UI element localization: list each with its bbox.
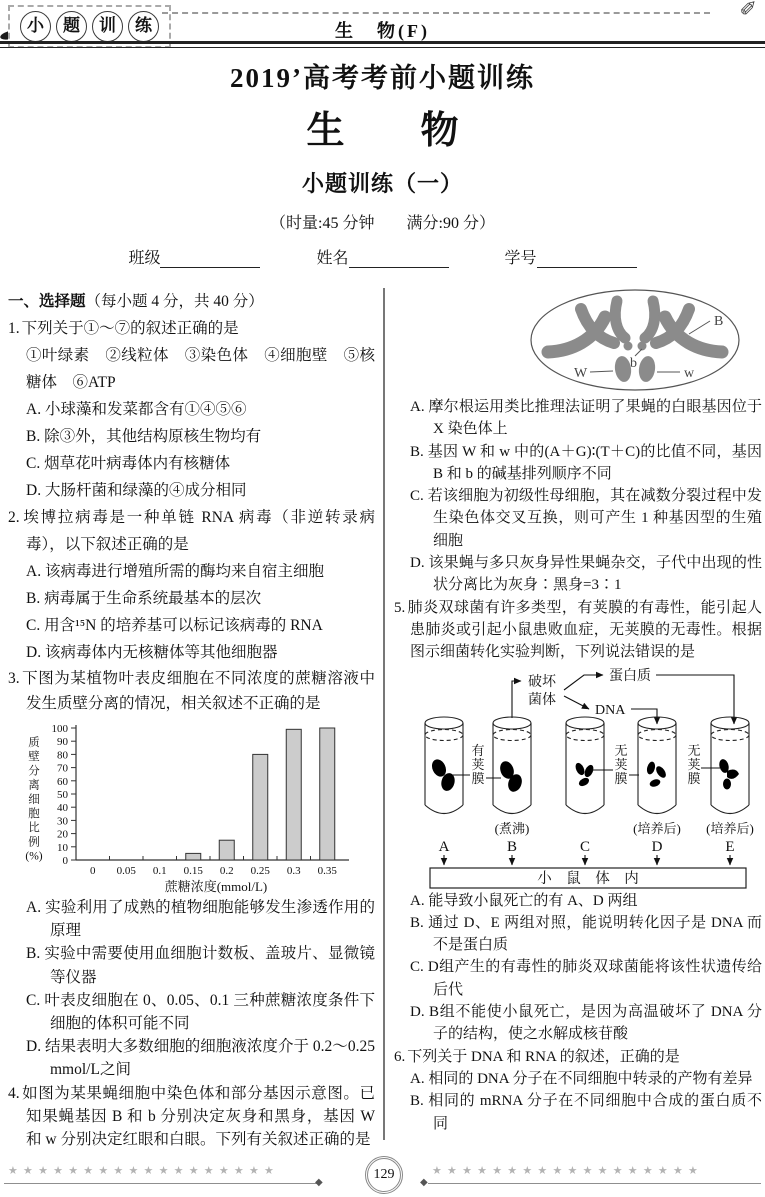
class-field-label: 班级 — [128, 250, 161, 267]
footer-stars-left: ★★★★★★★★★★★★★★★★★★ — [8, 1165, 280, 1177]
chart-text: 比 — [28, 822, 40, 835]
q1-option-c: C. 烟草花叶病毒体内有核糖体 — [26, 455, 231, 472]
injection-arrows — [444, 855, 730, 865]
question-stem-text: 埃博拉病毒是一种单链 RNA 病毒（非逆转录病毒），以下叙述正确的是 — [21, 509, 375, 553]
chart-text: 0.2 — [219, 865, 234, 877]
chart-text: 蔗糖浓度(mmol/L) — [164, 879, 268, 894]
q3-option-d: D. 结果表明大多数细胞的细胞液浓度介于 0.2～0.25 mmol/L之间 — [26, 1038, 375, 1079]
q4-chromosome-cell-figure — [524, 288, 762, 392]
bar-chart-svg — [14, 720, 354, 894]
q4-option-a: A. 摩尔根运用类比推理法证明了果蝇的白眼基因位于 X 染色体上 — [410, 399, 762, 438]
question-number: 4. — [8, 1084, 20, 1102]
chart-rect — [253, 754, 268, 860]
tube-c — [566, 717, 604, 814]
chart-text: 40 — [57, 802, 68, 815]
footer-line-left — [4, 1183, 318, 1184]
tube-e — [711, 717, 749, 814]
gene-label-W: W — [574, 366, 588, 381]
time-score-meta: （时量:45 分钟 满分:90 分） — [270, 215, 495, 232]
tube-letter-c: C — [579, 838, 591, 855]
q5-option-b: B. 通过 D、E 两组对照，能说明转化因子是 DNA 而不是蛋白质 — [410, 914, 762, 954]
q4-option-b: B. 基因 W 和 w 中的(A＋G)∶(T＋C)的比值不同，基因 B 和 b 的碱基排列顺序不同 — [410, 443, 762, 482]
chart-text: 0 — [90, 865, 96, 877]
gene-label-b: b — [630, 356, 637, 371]
q2-option-c: C. 用含¹⁵N 的培养基可以标记该病毒的 RNA — [26, 617, 323, 634]
question-number: 6. — [394, 1048, 406, 1065]
chart-rect — [320, 728, 335, 860]
chart-text: 100 — [51, 723, 68, 735]
chart-text: 质 — [28, 737, 40, 749]
question-6-stem — [394, 1046, 762, 1068]
section-heading-note: （每小题 4 分，共 40 分） — [85, 293, 264, 310]
student-id-field — [505, 245, 637, 268]
chart-text: 10 — [57, 841, 68, 854]
q3-plasmolysis-bar-chart — [14, 720, 375, 894]
set-title: 小题训练（一） — [301, 171, 463, 196]
student-id-blank-line[interactable] — [537, 250, 637, 268]
tube-letter-a: A — [438, 838, 450, 855]
q6-option-a: A. 相同的 DNA 分子在不同细胞中转录的产物有差异 — [410, 1070, 753, 1087]
chart-text: 90 — [57, 736, 68, 749]
caption-boiled: (煮沸) — [494, 820, 530, 836]
q1-option-b: B. 除③外，其他结构原核生物均有 — [26, 428, 262, 445]
student-id-field-label: 学号 — [504, 250, 537, 267]
question-4-stem — [8, 1082, 375, 1152]
class-blank-line[interactable] — [160, 250, 260, 268]
chart-text: 20 — [57, 828, 68, 841]
break-label-line2: 菌体 — [528, 692, 556, 708]
tube-letter-d: D — [651, 838, 663, 855]
tube-letters — [439, 839, 735, 855]
chart-text: 0.35 — [317, 865, 337, 877]
chart-text: 70 — [57, 762, 68, 775]
subject-title: 生 物 — [306, 110, 459, 152]
q4-option-c: C. 若该细胞为初级性母细胞，其在减数分裂过程中发生染色体交叉互换，则可产生 1 种基因型的生殖细胞 — [410, 488, 762, 549]
header-double-rule — [0, 41, 765, 48]
question-2-stem — [8, 504, 375, 558]
q5-option-c: C. D组产生的有毒性的肺炎双球菌能将该性状遗传给后代 — [410, 959, 762, 998]
pencil-icon: ✐ — [739, 0, 757, 21]
q5-transformation-experiment-figure — [394, 665, 762, 889]
tube-d — [638, 717, 676, 814]
q1-option-d: D. 大肠杆菌和绿藻的④成分相同 — [26, 482, 247, 499]
chart-text: 0.1 — [152, 865, 167, 877]
q3-option-b: B. 实验中需要使用血细胞计数板、盖玻片、显微镜等仪器 — [26, 945, 375, 986]
tube-letter-e: E — [725, 838, 735, 855]
question-number: 5. — [394, 599, 406, 616]
page-number-badge: 129 — [365, 1156, 403, 1194]
chart-text: 0.25 — [250, 865, 270, 877]
student-info-row — [0, 245, 765, 268]
gene-label-w: w — [684, 366, 695, 381]
question-number: 2. — [8, 509, 20, 526]
chart-text: 50 — [57, 789, 68, 801]
name-blank-line[interactable] — [349, 250, 449, 268]
question-5-stem — [394, 597, 762, 664]
section-heading — [8, 288, 375, 315]
question-3-stem — [8, 666, 375, 716]
tube-letter-b: B — [506, 838, 518, 855]
question-number: 3. — [8, 670, 20, 687]
chart-text: 0.15 — [183, 865, 203, 877]
caption-cultured-e: (培养后) — [706, 820, 754, 836]
chart-rect — [186, 853, 201, 860]
q5-option-a: A. 能导致小鼠死亡的有 A、D 两组 — [410, 892, 638, 909]
question-stem-text: 下列关于 DNA 和 RNA 的叙述，正确的是 — [407, 1048, 680, 1065]
chart-text: 80 — [57, 749, 68, 762]
chromosome-figure-svg — [524, 288, 746, 392]
centromere-dots — [624, 342, 647, 351]
chart-rect — [219, 840, 234, 860]
q3-option-a: A. 实验利用了成熟的植物细胞能够发生渗透作用的原理 — [26, 899, 375, 940]
chart-text: 0 — [62, 855, 68, 867]
footer-line-right — [428, 1183, 761, 1184]
chart-text: 壁 — [28, 751, 40, 764]
question-stem-text: 下列关于①～⑦的叙述正确的是 — [21, 320, 239, 337]
cell-outline — [531, 290, 739, 390]
q1-option-a: A. 小球藻和发菜都含有①④⑤⑥ — [26, 401, 247, 418]
chart-text: 胞 — [28, 808, 40, 820]
no-capsule-label-2: 无荚膜 — [687, 742, 701, 786]
chart-text: 0.05 — [116, 865, 136, 877]
dna-label: DNA — [595, 702, 626, 718]
question-1-items: ①叶绿素 ②线粒体 ③染色体 ④细胞壁 ⑤核糖体 ⑥ATP — [26, 347, 375, 391]
logo-char-circle: 训 — [92, 11, 123, 42]
footer-diamond-right: ◆ — [420, 1177, 428, 1188]
chromosomes — [548, 301, 722, 352]
q2-option-a: A. 该病毒进行增殖所需的酶均来自宿主细胞 — [26, 563, 324, 580]
chart-text: 分 — [28, 765, 40, 778]
question-stem-text: 肺炎双球菌有许多类型，有荚膜的有毒性，能引起人患肺炎或引起小鼠患败血症，无荚膜的无毒性。根据图示细菌转化实验判断，下列说法错误的是 — [407, 599, 762, 661]
q6-option-b: B. 相同的 mRNA 分子在不同细胞中合成的蛋白质不同 — [410, 1093, 762, 1132]
question-stem-text: 如图为某果蝇细胞中染色体和部分基因示意图。已知果蝇基因 B 和 b 分别决定灰身和黑身，基因 W 和 w 分别决定红眼和白眼。下列有关叙述正确的是 — [21, 1084, 375, 1149]
chart-text: 离 — [28, 779, 40, 792]
chart-text: 0.3 — [286, 865, 301, 877]
logo-char-circle: 题 — [56, 11, 87, 42]
gene-label-B: B — [714, 314, 724, 329]
chart-text: 30 — [57, 815, 68, 828]
tube-captions — [495, 821, 754, 836]
question-1-stem — [8, 315, 375, 342]
class-field — [128, 245, 260, 268]
chart-text: 60 — [57, 775, 68, 788]
section-heading-bold: 一、选择题 — [8, 293, 86, 310]
q3-option-c: C. 叶表皮细胞在 0、0.05、0.1 三种蔗糖浓度条件下细胞的体积可能不同 — [26, 991, 375, 1033]
q2-option-b: B. 病毒属于生命系统最基本的层次 — [26, 590, 262, 607]
chart-text: 例 — [28, 836, 40, 849]
q4-option-d: D. 该果蝇与多只灰身异性果蝇杂交，子代中出现的性状分离比为灰身∶黑身=3∶1 — [410, 555, 762, 594]
question-number: 1. — [8, 320, 20, 337]
protein-label: 蛋白质 — [609, 668, 651, 684]
caption-cultured-d: (培养后) — [633, 820, 681, 836]
chart-rect — [286, 729, 301, 860]
no-capsule-label-1: 无荚膜 — [614, 742, 628, 786]
logo-char-circle: 练 — [128, 11, 159, 42]
capsule-label: 有荚膜 — [471, 742, 485, 786]
break-label-line1: 破坏 — [528, 674, 556, 690]
logo-char-circle: 小 — [20, 11, 51, 42]
chart-text: 细 — [28, 793, 40, 806]
q2-option-d: D. 该病毒体内无核糖体等其他细胞器 — [26, 644, 278, 661]
chart-text: (%) — [25, 850, 43, 863]
name-field-label: 姓名 — [316, 250, 349, 267]
name-field — [316, 245, 448, 268]
header-dash-line — [162, 12, 710, 14]
column-divider — [383, 288, 385, 1140]
right-column — [394, 288, 762, 1135]
mouse-body-label: 小 鼠 体 内 — [537, 870, 639, 887]
q5-option-d: D. B组不能使小鼠死亡，是因为高温破坏了 DNA 分子的结构，使之水解成核苷酸 — [410, 1004, 762, 1043]
footer-diamond-left: ◆ — [315, 1177, 323, 1188]
question-stem-text: 下图为某植物叶表皮细胞在不同浓度的蔗糖溶液中发生质壁分离的情况，相关叙述不正确的是 — [21, 670, 375, 712]
series-title: 2019’高考考前小题训练 — [230, 63, 535, 93]
experiment-figure-svg — [394, 665, 762, 889]
subject-banner: 生 物(F) — [335, 21, 430, 41]
tube-b — [493, 717, 531, 814]
footer-stars-right: ★★★★★★★★★★★★★★★★★★ — [432, 1165, 704, 1177]
left-column — [8, 288, 375, 1151]
